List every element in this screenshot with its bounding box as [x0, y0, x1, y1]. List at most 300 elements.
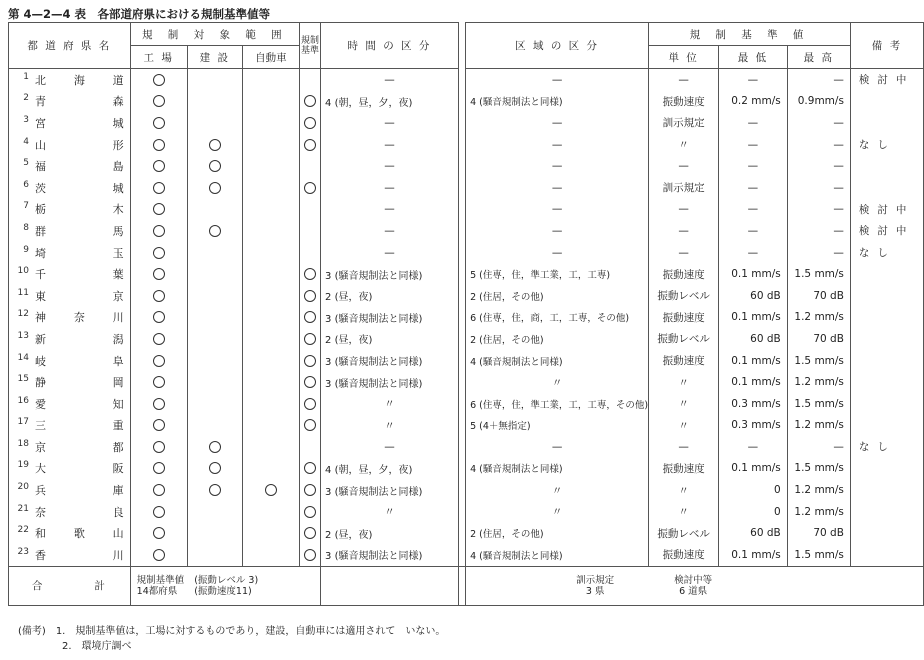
prefecture-cell [9, 112, 131, 134]
footer-gap [458, 566, 465, 605]
circle-mark [153, 527, 165, 539]
prefecture-cell [9, 501, 131, 523]
min-value-cell: 0.3 mm/s [719, 415, 788, 437]
min-value-cell: 0.1 mm/s [719, 263, 788, 285]
prefecture-cell [9, 220, 131, 242]
gap-cell [458, 199, 465, 221]
time-division-cell: 4 (朝，昼，夕，夜) [321, 91, 459, 113]
reg-cell [299, 307, 320, 329]
construction-cell [187, 177, 242, 199]
prefecture-name: 京 都 [35, 440, 124, 454]
factory-cell [130, 371, 187, 393]
area-division-cell: 4 (騒音規制法と同様) [466, 91, 649, 113]
header-factory: 工 場 [130, 46, 187, 69]
remarks-cell [850, 155, 923, 177]
note-2: 2. 環境庁調べ [62, 641, 132, 652]
table-row [9, 479, 924, 501]
remarks-cell [850, 177, 923, 199]
reg-cell [299, 134, 320, 156]
area-division-cell: 2 (住居，その他) [466, 328, 649, 350]
circle-mark [304, 398, 316, 410]
construction-cell [187, 328, 242, 350]
prefecture-cell [9, 263, 131, 285]
automobile-cell [242, 307, 299, 329]
area-division-cell: — [466, 436, 649, 458]
circle-mark [304, 311, 316, 323]
remarks-cell [850, 544, 923, 566]
area-division-cell: — [466, 155, 649, 177]
factory-cell [130, 522, 187, 544]
area-division-cell: — [466, 112, 649, 134]
unit-cell: 振動速度 [649, 544, 719, 566]
notes-head: (備考) [18, 626, 46, 637]
prefecture-cell [9, 371, 131, 393]
circle-mark [153, 247, 165, 259]
prefecture-cell [9, 328, 131, 350]
gap-cell [458, 307, 465, 329]
time-division-cell: 2 (昼，夜) [321, 522, 459, 544]
remarks-cell [850, 415, 923, 437]
footer-total-label: 合 計 [9, 566, 131, 605]
remarks-cell [850, 479, 923, 501]
footer-kento-label: 検討中等 [674, 574, 713, 586]
footer-kento-count: 6 道県 [679, 585, 708, 597]
circle-mark [304, 549, 316, 561]
automobile-cell [242, 220, 299, 242]
max-value-cell: 70 dB [787, 285, 850, 307]
reg-cell [299, 501, 320, 523]
row-number: 4 [23, 136, 29, 147]
circle-mark [209, 441, 221, 453]
reg-cell [299, 328, 320, 350]
row-number: 1 [23, 71, 29, 82]
gap-cell [458, 436, 465, 458]
unit-cell: 振動速度 [649, 350, 719, 372]
max-value-cell: 1.2 mm/s [787, 415, 850, 437]
remarks-cell: なし [850, 134, 923, 156]
time-division-cell: 3 (騒音規制法と同様) [321, 479, 459, 501]
circle-mark [153, 203, 165, 215]
unit-cell: 振動速度 [649, 458, 719, 480]
gap-cell [458, 285, 465, 307]
header-area-division: 区 域 の 区 分 [466, 23, 649, 69]
header-gap [458, 23, 465, 69]
min-value-cell: 0.1 mm/s [719, 350, 788, 372]
remarks-cell [850, 458, 923, 480]
reg-cell [299, 91, 320, 113]
circle-mark [153, 74, 165, 86]
time-division-cell: — [321, 242, 459, 264]
min-value-cell: — [719, 436, 788, 458]
prefecture-cell [9, 91, 131, 113]
circle-mark [304, 268, 316, 280]
max-value-cell: 70 dB [787, 328, 850, 350]
area-division-cell: 4 (騒音規制法と同様) [466, 544, 649, 566]
reg-cell [299, 199, 320, 221]
prefecture-cell [9, 436, 131, 458]
circle-mark [304, 462, 316, 474]
circle-mark [153, 355, 165, 367]
prefecture-cell [9, 479, 131, 501]
construction-cell [187, 436, 242, 458]
automobile-cell [242, 522, 299, 544]
circle-mark [153, 225, 165, 237]
min-value-cell: 0 [719, 501, 788, 523]
area-division-cell: — [466, 242, 649, 264]
remarks-cell: 検討中 [850, 199, 923, 221]
construction-cell [187, 155, 242, 177]
unit-cell: 〃 [649, 134, 719, 156]
remarks-cell: なし [850, 436, 923, 458]
prefecture-cell [9, 285, 131, 307]
header-remarks: 備 考 [850, 23, 923, 69]
prefecture-name: 千 葉 [35, 268, 124, 282]
remarks-cell [850, 393, 923, 415]
construction-cell [187, 501, 242, 523]
header-construction: 建 設 [187, 46, 242, 69]
gap-cell [458, 91, 465, 113]
row-number: 23 [17, 546, 29, 557]
row-number: 11 [17, 287, 29, 298]
construction-cell [187, 242, 242, 264]
circle-mark [304, 419, 316, 431]
reg-cell [299, 393, 320, 415]
factory-cell [130, 220, 187, 242]
construction-cell [187, 458, 242, 480]
table-row [9, 242, 924, 264]
factory-cell [130, 415, 187, 437]
automobile-cell [242, 371, 299, 393]
max-value-cell: — [787, 220, 850, 242]
automobile-cell [242, 134, 299, 156]
circle-mark [304, 117, 316, 129]
construction-cell [187, 544, 242, 566]
row-number: 16 [17, 395, 29, 406]
gap-cell [458, 177, 465, 199]
prefecture-cell [9, 393, 131, 415]
area-division-cell: 5 (4＋無指定) [466, 415, 649, 437]
circle-mark [153, 398, 165, 410]
footer-summary-right [466, 566, 924, 605]
time-division-cell: 2 (昼，夜) [321, 285, 459, 307]
prefecture-cell [9, 544, 131, 566]
automobile-cell [242, 177, 299, 199]
row-number: 13 [17, 330, 29, 341]
remarks-cell [850, 285, 923, 307]
automobile-cell [242, 479, 299, 501]
row-number: 6 [23, 179, 29, 190]
time-division-cell: 3 (騒音規制法と同様) [321, 544, 459, 566]
header-regulation: 規制基準 [299, 23, 320, 69]
circle-mark [209, 160, 221, 172]
circle-mark [209, 225, 221, 237]
circle-mark [209, 462, 221, 474]
factory-cell [130, 112, 187, 134]
circle-mark [265, 484, 277, 496]
reg-cell [299, 285, 320, 307]
remarks-cell [850, 112, 923, 134]
gap-cell [458, 134, 465, 156]
footer-kunji-label: 訓示規定 [576, 574, 615, 586]
reg-cell [299, 242, 320, 264]
max-value-cell: — [787, 242, 850, 264]
area-division-cell: — [466, 69, 649, 91]
circle-mark [153, 290, 165, 302]
circle-mark [304, 506, 316, 518]
reg-cell [299, 415, 320, 437]
factory-cell [130, 177, 187, 199]
unit-cell: 振動レベル [649, 328, 719, 350]
prefecture-cell [9, 177, 131, 199]
time-division-cell: — [321, 199, 459, 221]
min-value-cell: 0.1 mm/s [719, 544, 788, 566]
prefecture-name: 埼 玉 [35, 246, 124, 260]
area-division-cell: — [466, 199, 649, 221]
header-automobile: 自動車 [242, 46, 299, 69]
prefecture-name: 静 岡 [35, 376, 124, 390]
unit-cell: 振動レベル [649, 522, 719, 544]
reg-cell [299, 177, 320, 199]
circle-mark [304, 376, 316, 388]
remarks-cell [850, 501, 923, 523]
automobile-cell [242, 544, 299, 566]
time-division-cell: 2 (昼，夜) [321, 328, 459, 350]
time-division-cell: — [321, 220, 459, 242]
unit-cell: 振動レベル [649, 285, 719, 307]
remarks-cell [850, 263, 923, 285]
prefecture-cell [9, 242, 131, 264]
circle-mark [304, 355, 316, 367]
time-division-cell: 3 (騒音規制法と同様) [321, 263, 459, 285]
table-row [9, 91, 924, 113]
row-number: 12 [17, 309, 29, 320]
automobile-cell [242, 199, 299, 221]
automobile-cell [242, 112, 299, 134]
max-value-cell: 1.2 mm/s [787, 371, 850, 393]
circle-mark [153, 549, 165, 561]
time-division-cell: — [321, 69, 459, 91]
gap-cell [458, 263, 465, 285]
area-division-cell: 4 (騒音規制法と同様) [466, 350, 649, 372]
time-division-cell: — [321, 134, 459, 156]
construction-cell [187, 91, 242, 113]
area-division-cell: 5 (住専，住，準工業，工，工専) [466, 263, 649, 285]
header-max: 最 高 [787, 46, 850, 69]
table-row [9, 155, 924, 177]
gap-cell [458, 69, 465, 91]
prefecture-name: 神 奈 川 [35, 311, 124, 325]
circle-mark [304, 182, 316, 194]
table-row [9, 393, 924, 415]
reg-cell [299, 371, 320, 393]
table-row [9, 199, 924, 221]
reg-cell [299, 69, 320, 91]
remarks-cell [850, 350, 923, 372]
factory-cell [130, 155, 187, 177]
factory-cell [130, 458, 187, 480]
area-division-cell: 6 (住専，住，準工業，工，工専，その他) [466, 393, 649, 415]
table-row [9, 371, 924, 393]
prefecture-name: 新 潟 [35, 332, 124, 346]
max-value-cell: — [787, 134, 850, 156]
factory-cell [130, 501, 187, 523]
footer-kunji-count: 3 県 [585, 585, 605, 597]
reg-cell [299, 458, 320, 480]
table-row [9, 307, 924, 329]
automobile-cell [242, 328, 299, 350]
prefecture-name: 北 海 道 [35, 73, 124, 87]
prefecture-name: 群 馬 [35, 224, 124, 238]
prefecture-cell [9, 134, 131, 156]
min-value-cell: 60 dB [719, 285, 788, 307]
factory-cell [130, 479, 187, 501]
header-prefecture: 都 道 府 県 名 [9, 23, 131, 69]
row-number: 15 [17, 374, 29, 385]
reg-cell [299, 220, 320, 242]
gap-cell [458, 479, 465, 501]
gap-cell [458, 522, 465, 544]
construction-cell [187, 479, 242, 501]
prefecture-name: 大 阪 [35, 462, 124, 476]
area-division-cell: 〃 [466, 371, 649, 393]
reg-cell [299, 436, 320, 458]
prefecture-name: 福 島 [35, 160, 124, 174]
gap-cell [458, 242, 465, 264]
area-division-cell: — [466, 134, 649, 156]
reg-cell [299, 155, 320, 177]
min-value-cell: 0.3 mm/s [719, 393, 788, 415]
circle-mark [153, 160, 165, 172]
row-number: 7 [23, 201, 29, 212]
factory-cell [130, 285, 187, 307]
prefecture-name: 三 重 [35, 419, 124, 433]
prefecture-cell [9, 415, 131, 437]
prefecture-name: 兵 庫 [35, 484, 124, 498]
circle-mark [153, 95, 165, 107]
time-division-cell: — [321, 112, 459, 134]
automobile-cell [242, 501, 299, 523]
table-title: 第 4—2—4 表 各部道府県における規制基準値等 [8, 7, 271, 21]
prefecture-name: 奈 良 [35, 505, 124, 519]
time-division-cell: — [321, 177, 459, 199]
prefecture-cell [9, 350, 131, 372]
max-value-cell: 1.5 mm/s [787, 350, 850, 372]
circle-mark [153, 117, 165, 129]
max-value-cell: 1.2 mm/s [787, 307, 850, 329]
circle-mark [153, 462, 165, 474]
reg-cell [299, 112, 320, 134]
circle-mark [304, 527, 316, 539]
automobile-cell [242, 69, 299, 91]
prefecture-name: 岐 阜 [35, 354, 124, 368]
automobile-cell [242, 91, 299, 113]
factory-cell [130, 307, 187, 329]
reg-cell [299, 522, 320, 544]
table-row [9, 112, 924, 134]
circle-mark [153, 311, 165, 323]
max-value-cell: 0.9mm/s [787, 91, 850, 113]
unit-cell: 訓示規定 [649, 112, 719, 134]
unit-cell: 振動速度 [649, 263, 719, 285]
max-value-cell: 1.5 mm/s [787, 458, 850, 480]
min-value-cell: — [719, 242, 788, 264]
table-row [9, 69, 924, 91]
reg-cell [299, 350, 320, 372]
min-value-cell: 60 dB [719, 328, 788, 350]
unit-cell: — [649, 436, 719, 458]
construction-cell [187, 307, 242, 329]
max-value-cell: 70 dB [787, 522, 850, 544]
table-row [9, 501, 924, 523]
time-division-cell: 3 (騒音規制法と同様) [321, 307, 459, 329]
min-value-cell: 0.2 mm/s [719, 91, 788, 113]
circle-mark [153, 419, 165, 431]
prefecture-cell [9, 458, 131, 480]
area-division-cell: — [466, 177, 649, 199]
max-value-cell: — [787, 436, 850, 458]
row-number: 18 [17, 438, 29, 449]
unit-cell: 振動速度 [649, 307, 719, 329]
time-division-cell: 3 (騒音規制法と同様) [321, 371, 459, 393]
min-value-cell: 60 dB [719, 522, 788, 544]
construction-cell [187, 199, 242, 221]
time-division-cell: 〃 [321, 393, 459, 415]
circle-mark [153, 139, 165, 151]
remarks-cell: なし [850, 242, 923, 264]
prefecture-cell [9, 522, 131, 544]
area-division-cell: 4 (騒音規制法と同様) [466, 458, 649, 480]
time-division-cell: — [321, 155, 459, 177]
table-row [9, 522, 924, 544]
time-division-cell: 〃 [321, 415, 459, 437]
table-row [9, 285, 924, 307]
min-value-cell: 0.1 mm/s [719, 307, 788, 329]
circle-mark [209, 182, 221, 194]
unit-cell: — [649, 199, 719, 221]
remarks-cell [850, 91, 923, 113]
prefecture-name: 山 形 [35, 138, 124, 152]
automobile-cell [242, 242, 299, 264]
construction-cell [187, 134, 242, 156]
remarks-cell: 検討中 [850, 69, 923, 91]
circle-mark [153, 268, 165, 280]
unit-cell: — [649, 242, 719, 264]
construction-cell [187, 371, 242, 393]
circle-mark [304, 333, 316, 345]
min-value-cell: — [719, 220, 788, 242]
row-number: 22 [17, 525, 29, 536]
header-unit: 単 位 [649, 46, 719, 69]
header-min: 最 低 [719, 46, 788, 69]
factory-cell [130, 350, 187, 372]
prefecture-name: 青 森 [35, 95, 124, 109]
prefecture-cell [9, 307, 131, 329]
min-value-cell: — [719, 155, 788, 177]
unit-cell: — [649, 155, 719, 177]
automobile-cell [242, 458, 299, 480]
unit-cell: 〃 [649, 393, 719, 415]
area-division-cell: 〃 [466, 501, 649, 523]
prefecture-cell [9, 155, 131, 177]
min-value-cell: 0.1 mm/s [719, 458, 788, 480]
construction-cell [187, 112, 242, 134]
notes [18, 624, 445, 654]
prefecture-cell [9, 199, 131, 221]
unit-cell: — [649, 220, 719, 242]
construction-cell [187, 285, 242, 307]
row-number: 5 [23, 158, 29, 169]
prefecture-name: 和 歌 山 [35, 527, 124, 541]
